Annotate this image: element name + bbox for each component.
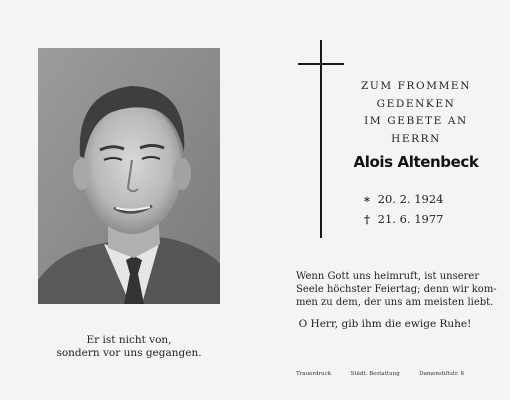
verse (296, 270, 497, 309)
cross-icon (320, 40, 322, 238)
birth-row (360, 189, 470, 209)
death-cross-icon: † (363, 212, 370, 226)
portrait-photo (38, 48, 220, 304)
memorial-heading (352, 78, 480, 148)
prayer: O Herr, gib ihm die ewige Ruhe! (298, 318, 472, 330)
verse-line: Wenn Gott uns heimruft, ist unserer (296, 271, 480, 282)
death-row (360, 209, 470, 229)
life-dates (360, 189, 470, 229)
heading-line: IM GEBETE AN (364, 115, 468, 127)
caption-line: sondern vor uns gegangen. (56, 347, 202, 359)
cross-bar (298, 63, 344, 65)
caption (38, 334, 220, 360)
heading-line: GEDENKEN (376, 97, 456, 110)
caption-line: Er ist nicht von, (86, 334, 172, 346)
birth-date: 20. 2. 1924 (377, 192, 444, 206)
printer-part: Städt. Bestattung (350, 371, 400, 377)
printer-part: Damenstiftstr. 8 (419, 371, 464, 377)
heading-line: ZUM FROMMEN (361, 80, 471, 92)
printer-imprint (296, 371, 464, 377)
death-date: 21. 6. 1977 (377, 212, 444, 226)
verse-line: men zu dem, der uns am meisten liebt. (296, 297, 494, 308)
printer-part: Trauerdruck (296, 371, 332, 377)
heading-line: HERRN (391, 132, 441, 145)
deceased-name: Alois Altenbeck (353, 153, 479, 171)
birth-star-icon: ∗ (363, 192, 371, 206)
verse-line: Seele höchster Feiertag; denn wir kom- (296, 284, 497, 295)
